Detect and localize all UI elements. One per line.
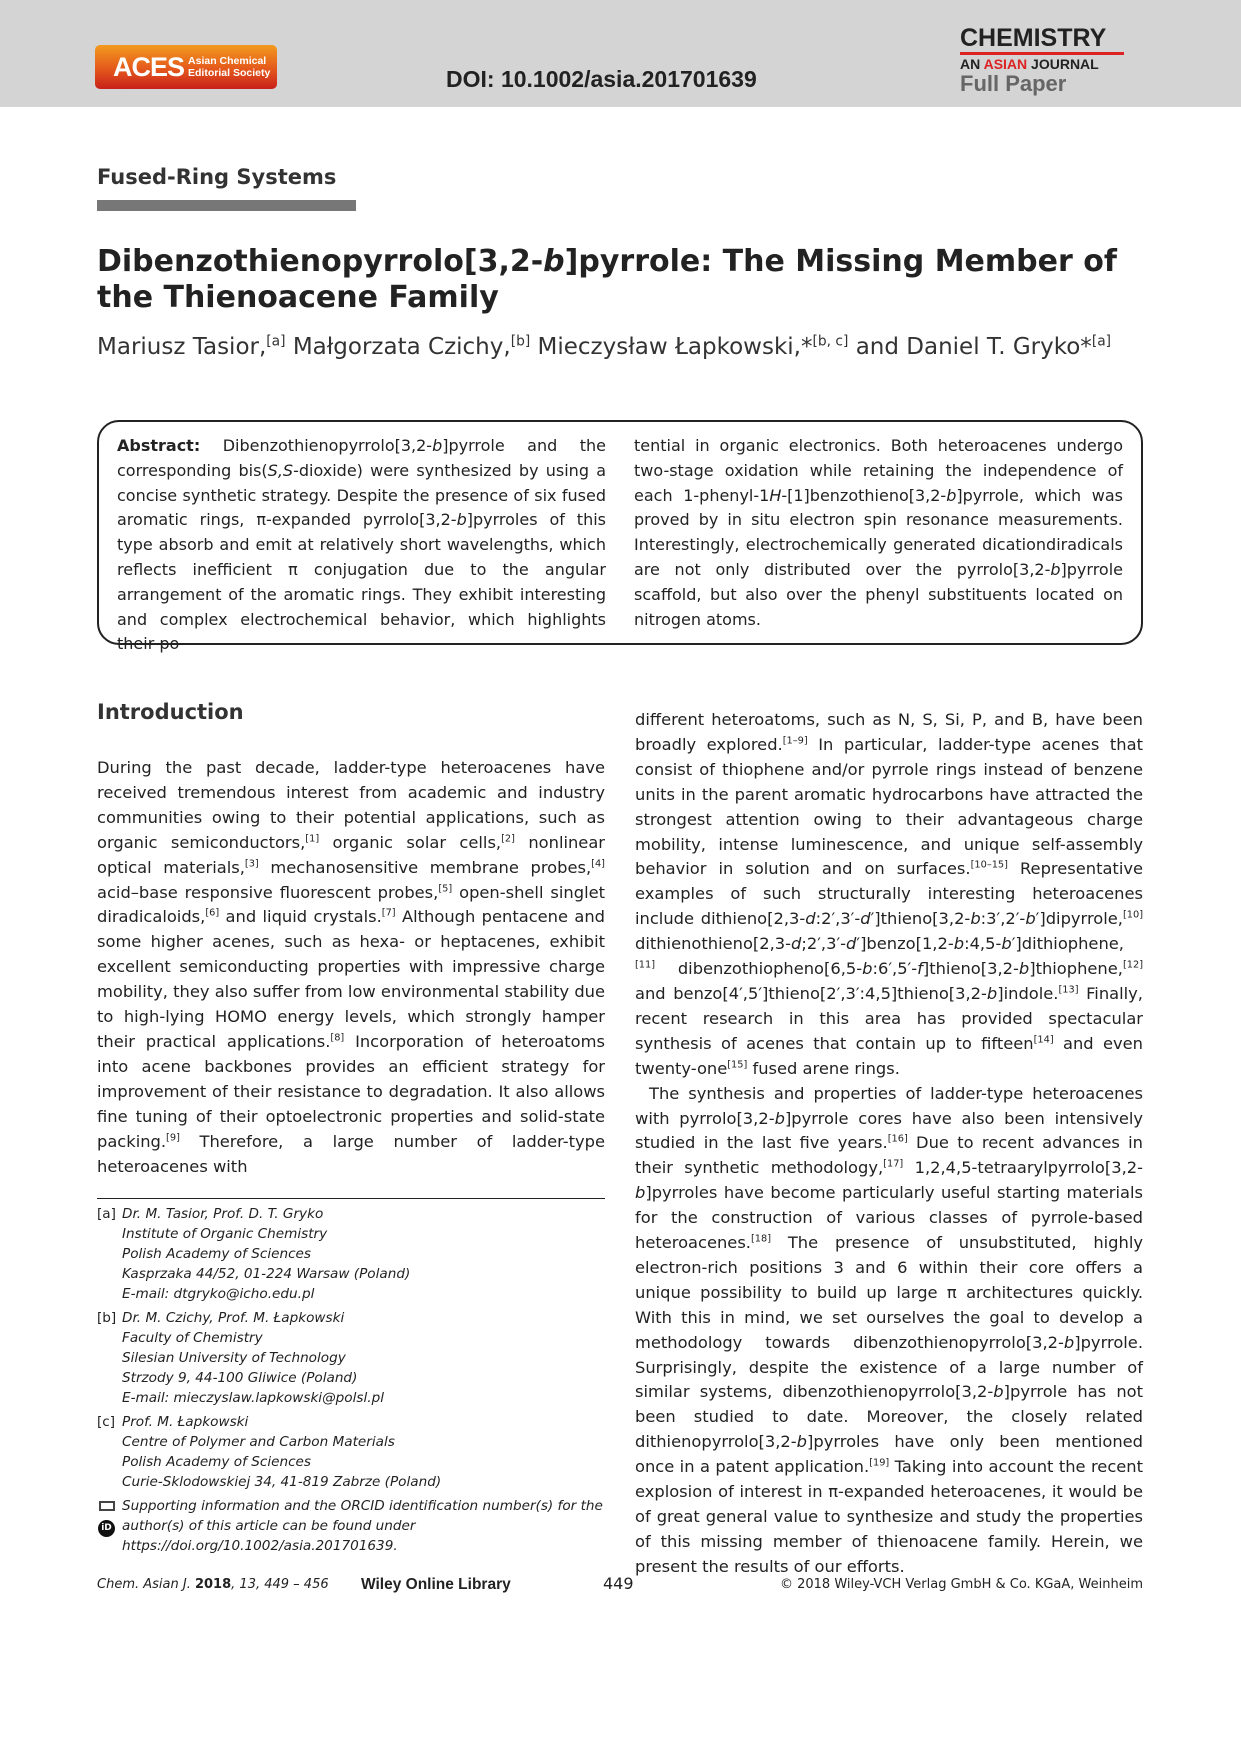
affiliation xyxy=(97,1308,605,1408)
affiliation-line: Silesian University of Technology xyxy=(122,1350,346,1366)
paragraph: The synthesis and properties of ladder-type heteroacenes with pyrrolo[3,2-b]pyrrole cores have also been intensively studied in the last five years.[16] Due to recent advances in their synthetic methodology,[17] 1,2,4,5-tetraarylpyrrolo[3,2-b]pyrroles have become particularly useful starting materials for the construction of various classes of pyrrole-based heteroacenes.[18] The presence of unsubstituted, highly electron-rich positions 3 and 6 within their core offers a unique possibility to build up large π architectures quickly. With this in mind, we set ourselves the goal to develop a methodology towards dibenzothienopyrrolo[3,2-b]pyrrole. Surprisingly, despite the existence of a large number of similar systems, dibenzothienopyrrolo[3,2-b]pyrrole has not been studied to date. Moreover, the closely related dithienopyrrolo[3,2-b]pyrroles have only been mentioned once in a patent application.[19] Taking into account the recent explosion of interest in π-expanded heteroacenes, it would be of great general value to synthesize and study the properties of this missing member of thienoacene family. Herein, we present the results of our efforts. xyxy=(635,1083,1144,1576)
affiliation xyxy=(97,1204,605,1304)
authors: Mariusz Tasior,[a] Małgorzata Czichy,[b] Mieczysław Łapkowski,*[b, c] and Daniel T. Gryko*[a] xyxy=(97,333,1112,360)
paragraph: During the past decade, ladder-type heteroacenes have received tremendous interest from academic and industry communities owing to their potential applications, such as organic semiconductors,[1] organic solar cells,[2] nonlinear optical materials,[3] mechanosensitive membrane probes,[4] acid–base responsive fluorescent probes,[5] open-shell singlet diradicaloids,[6] and liquid crystals.[7] Although pentacene and some higher acenes, such as hexa- or heptacenes, exhibit excellent semiconducting properties with impressive charge mobility, they also suffer from low environmental stability due to high-lying HOMO energy levels, which strongly hamper their practical applications.[8] Incorporation of heteroatoms into acene backbones provides an efficient strategy for improvement of their resistance to degradation. It also allows fine tuning of their optoelectronic properties and solid-state packing.[9] Therefore, a large number of ladder-type heteroacenes with xyxy=(97,758,605,1176)
article-title: Dibenzothienopyrrolo[3,2-b]pyrrole: The Missing Member of the Thienoacene Family xyxy=(97,244,1117,315)
wiley-online-library-logo: Wiley Online Library xyxy=(361,1576,511,1593)
copyright: © 2018 Wiley-VCH Verlag GmbH & Co. KGaA, Weinheim xyxy=(779,1577,1143,1592)
affiliation-line: Polish Academy of Sciences xyxy=(122,1454,311,1470)
laptop-icon xyxy=(99,1501,115,1511)
supporting-info-note xyxy=(97,1496,605,1556)
affiliation-line: Kasprzaka 44/52, 01-224 Warsaw (Poland) xyxy=(122,1266,411,1282)
affiliation-line: Dr. M. Tasior, Prof. D. T. Gryko xyxy=(122,1206,324,1222)
aces-logo: ACES Asian Chemical Editorial Society xyxy=(95,45,277,89)
affiliation-line: Dr. M. Czichy, Prof. M. Łapkowski xyxy=(122,1310,345,1326)
affiliation-line: Curie-Sklodowskiej 34, 41-819 Zabrze (Poland) xyxy=(122,1474,442,1490)
affiliation-line: E-mail: dtgryko@icho.edu.pl xyxy=(122,1286,315,1302)
affiliation-label: [c] xyxy=(97,1414,116,1430)
affiliations xyxy=(97,1204,605,1556)
paragraph: different heteroatoms, such as N, S, Si, P, and B, have been broadly explored.[1–9] In particular, ladder-type acenes that consist of thiophene and/or pyrrole rings instead of benzene units in the parent aromatic hydrocarbons have attracted the strongest attention owing to their advantageous charge mobility, intense luminescence, and unique self-assembly behavior in solution and on surfaces.[10–15] Representative examples of such structurally interesting heteroacenes include dithieno[2,3-d:2′,3′-d′]thieno[3,2-b:3′,2′-b′]dipyrrole,[10] dithienothieno[2,3-d;2′,3′-d′]benzo[1,2-b:4,5-b′]dithiophene,[11] dibenzothiopheno[6,5-b:6′,5′-f]thieno[3,2-b]thiophene,[12] and benzo[4′,5′]thieno[2′,3′:4,5]thieno[3,2-b]indole.[13] Finally, recent research in this area has provided spectacular synthesis of acenes that contain up to fifteen[14] and even twenty-one[15] fused arene rings. xyxy=(635,710,1143,1078)
affiliation-line: Faculty of Chemistry xyxy=(122,1330,263,1346)
affiliation-line: Prof. M. Łapkowski xyxy=(122,1414,249,1430)
affiliation-line: E-mail: mieczyslaw.lapkowski@polsl.pl xyxy=(122,1390,384,1406)
article-type: Full Paper xyxy=(960,71,1067,96)
abstract-box xyxy=(97,420,1143,654)
journal-logo: CHEMISTRY AN ASIAN JOURNAL Full Paper xyxy=(960,25,1124,96)
section-tag: Fused-Ring Systems xyxy=(97,165,337,189)
affiliation-label: [a] xyxy=(97,1206,116,1222)
abstract-right: tential in organic electronics. Both heteroacenes undergo two-stage oxidation while retaining the independence of each 1-phenyl-1H-[1]benzothieno[3,2-b]pyrrole, which was proved by in situ electron spin resonance measurements. Interestingly, electrochemically generated dicationdiradicals are not only distributed over the pyrrolo[3,2-b]pyrrole scaffold, but also over the phenyl substituents located on nitrogen atoms. xyxy=(634,436,1123,629)
page-number: 449 xyxy=(603,1574,634,1593)
affiliation-label: [b] xyxy=(97,1310,117,1326)
section-heading-introduction: Introduction xyxy=(97,700,244,724)
right-column xyxy=(635,708,1143,1580)
affiliation xyxy=(97,1412,605,1492)
abstract-left: Abstract: Dibenzothienopyrrolo[3,2-b]pyrrole and the corresponding bis(S,S-dioxide) were synthesized by using a concise synthetic strategy. Despite the presence of six fused aromatic rings, π-expanded pyrrolo[3,2-b]pyrroles of this type absorb and emit at relatively short wavelengths, which reflects inefficient π conjugation due to the angular arrangement of the aromatic rings. They exhibit interesting and complex electrochemical behavior, which highlights their po- xyxy=(117,436,607,654)
footnote-divider xyxy=(97,1198,605,1199)
citation: Chem. Asian J. 2018, 13, 449 – 456 xyxy=(97,1577,329,1592)
affiliation-line: Strzody 9, 44-100 Gliwice (Poland) xyxy=(122,1370,358,1386)
doi: DOI: 10.1002/asia.201701639 xyxy=(446,66,757,92)
section-tag-bar xyxy=(97,200,356,211)
affiliation-line: Centre of Polymer and Carbon Materials xyxy=(122,1434,395,1450)
left-column xyxy=(97,700,605,1179)
supporting-info-link[interactable]: Supporting information and the ORCID identification number(s) for the author(s) of this article can be found under https://doi.org/10.1002/asia.201701639. xyxy=(122,1498,603,1554)
affiliation-line: Polish Academy of Sciences xyxy=(122,1246,311,1262)
orcid-icon: iD xyxy=(98,1520,115,1537)
affiliation-line: Institute of Organic Chemistry xyxy=(122,1226,328,1242)
journal-header xyxy=(0,0,1241,107)
